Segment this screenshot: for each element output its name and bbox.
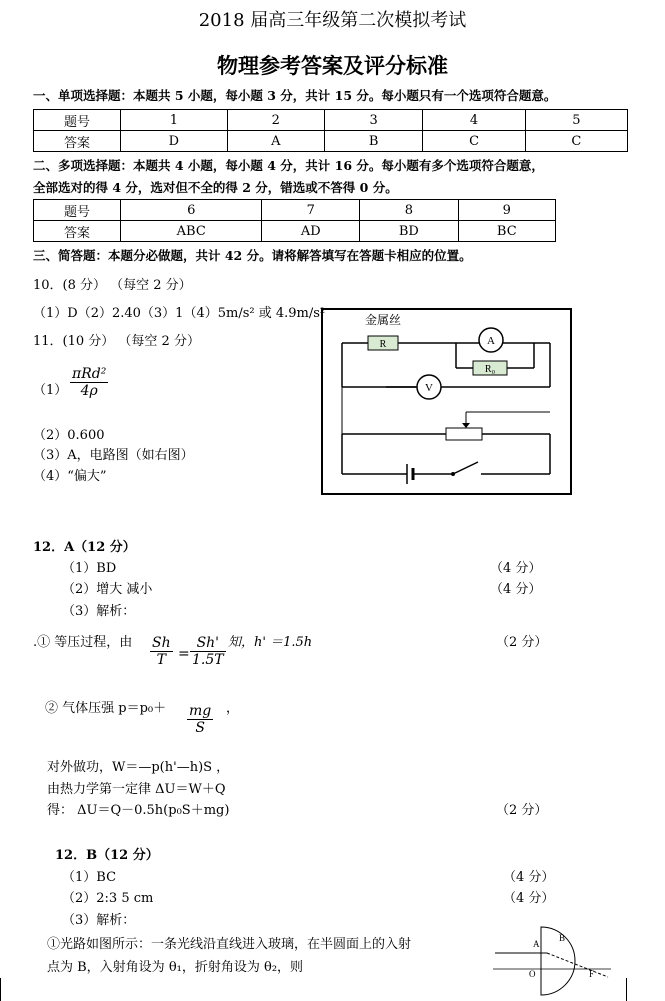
q11-a2: （2）0.600 — [33, 428, 105, 443]
single-choice-table — [33, 109, 628, 152]
voltmeter-label: V — [425, 382, 433, 394]
q12a-step2-label: ② 气体压强 p＝p₀＋ — [45, 701, 167, 716]
row-label: 答案 — [34, 221, 121, 242]
table-cell: C — [423, 131, 525, 152]
q11-a4: （4）“偏大” — [33, 469, 107, 484]
point-f-label: F — [589, 969, 595, 979]
q12a-step1-tail: 知，h' ＝1.5h — [228, 635, 313, 650]
q12b-a1-score: （4 分） — [503, 870, 555, 885]
q12b-expl-2: 点为 B，入射角设为 θ₁，折射角设为 θ₂，则 — [47, 960, 304, 975]
q12a-step1-score: （2 分） — [496, 635, 548, 650]
q12a-a1-score: （4 分） — [490, 561, 542, 576]
row-label: 答案 — [34, 131, 121, 152]
q12a-law: 由热力学第一定律 ΔU＝W＋Q — [47, 782, 226, 797]
section2-heading-2: 全部选对的得 4 分，选对但不全的得 2 分，错选或不答得 0 分。 — [33, 180, 398, 195]
point-o-label: O — [529, 969, 536, 979]
table-cell: 6 — [121, 200, 262, 221]
table-cell: 4 — [423, 110, 525, 131]
ammeter-label: A — [487, 335, 495, 347]
rheostat-symbol — [446, 428, 482, 440]
table-cell: 8 — [360, 200, 458, 221]
fraction-denominator: S — [187, 719, 213, 736]
table-cell: A — [227, 131, 324, 152]
q12b-a2-score: （4 分） — [503, 891, 555, 906]
q12a-step2-tail: ， — [226, 701, 240, 716]
circuit-diagram — [321, 308, 572, 495]
section3-heading: 三、简答题：本题分必做题，共计 42 分。请将解答填写在答题卡相应的位置。 — [33, 248, 472, 263]
q12a-work: 对外做功，W＝—p(h'—h)S ， — [47, 760, 230, 775]
q12a-step1-fraction-1 — [150, 635, 173, 668]
q12b-title: 12．B（12 分） — [55, 848, 159, 863]
table-cell: AD — [262, 221, 360, 242]
equals-sign: = — [178, 646, 190, 662]
table-cell: BD — [360, 221, 458, 242]
resistor-r0-label: R₀ — [484, 364, 496, 375]
table-cell: C — [525, 131, 627, 152]
fraction-numerator: Sh' — [196, 635, 220, 651]
fraction-denominator: 4ρ — [70, 382, 108, 399]
table-cell: 1 — [121, 110, 228, 131]
fraction-numerator: Sh — [152, 635, 171, 651]
q12a-step1-fraction-2 — [190, 635, 226, 668]
row-label: 题号 — [34, 200, 121, 221]
table-row — [34, 200, 556, 221]
fraction-numerator: mg — [189, 703, 212, 719]
q12a-a2-score: （4 分） — [490, 582, 542, 597]
point-a-label: A — [533, 939, 540, 949]
table-cell: 9 — [458, 200, 555, 221]
fraction-denominator: T — [150, 651, 173, 668]
q12a-result: 得： ΔU＝Q－0.5h(p₀S＋mg) — [47, 803, 230, 818]
table-cell: 3 — [324, 110, 423, 131]
section2-heading-1: 二、多项选择题：本题共 4 小题，每小题 4 分，共计 16 分。每小题有多个选项符合题意， — [33, 158, 544, 173]
fraction-denominator: 1.5T — [192, 652, 224, 668]
optics-figure — [493, 925, 613, 997]
doc-title: 物理参考答案及评分标准 — [217, 53, 448, 78]
q10-title: 10．(8 分） （每空 2 分） — [33, 278, 192, 293]
q12a-step1-label: .① 等压过程，由 — [33, 635, 133, 650]
q12a-result-score: （2 分） — [496, 803, 548, 818]
table-cell: 7 — [262, 200, 360, 221]
exam-title: 2018 届高三年级第二次模拟考试 — [198, 10, 467, 31]
q11-title: 11．(10 分） （每空 2 分） — [33, 334, 200, 349]
crop-mark-left — [0, 978, 1, 1001]
table-cell: B — [324, 131, 423, 152]
table-cell: 2 — [227, 110, 324, 131]
table-row — [34, 221, 556, 242]
switch-icon — [453, 462, 478, 474]
q12b-a3: （3）解析： — [62, 913, 136, 928]
q11-a1-fraction — [70, 366, 108, 399]
q12a-a3: （3）解析： — [62, 604, 136, 619]
section1-heading: 一、单项选择题：本题共 5 小题，每小题 3 分，共计 15 分。每小题只有一个选项符合题意。 — [33, 88, 557, 103]
table-row — [34, 110, 628, 131]
q11-a1-prefix: （1） — [33, 383, 68, 398]
crop-mark-right — [626, 978, 627, 1001]
row-label: 题号 — [34, 110, 121, 131]
table-row — [34, 131, 628, 152]
q11-a3: （3）A，电路图（如右图） — [33, 448, 194, 463]
fraction-numerator: πRd² — [72, 366, 107, 382]
table-cell: D — [121, 131, 228, 152]
multi-choice-table — [33, 199, 556, 242]
q12a-title: 12．A（12 分） — [33, 540, 136, 555]
resistor-r-label: R — [379, 339, 387, 350]
wire-label: 金属丝 — [364, 313, 402, 327]
point-b-label: B — [559, 933, 566, 943]
table-cell: BC — [458, 221, 555, 242]
table-cell: ABC — [121, 221, 262, 242]
q12b-expl-1: ①光路如图所示：一条光线沿直线进入玻璃，在半圆面上的入射 — [47, 937, 412, 952]
q12a-a2: （2）增大 减小 — [62, 582, 153, 597]
q12a-step2-fraction — [187, 703, 213, 736]
q10-answers: （1）D（2）2.40（3）1（4）5m/s² 或 4.9m/s² — [33, 306, 326, 321]
q12b-a1: （1）BC — [62, 870, 117, 885]
table-cell: 5 — [525, 110, 627, 131]
q12b-a2: （2）2:3 5 cm — [62, 891, 154, 906]
q12a-a1: （1）BD — [62, 561, 117, 576]
